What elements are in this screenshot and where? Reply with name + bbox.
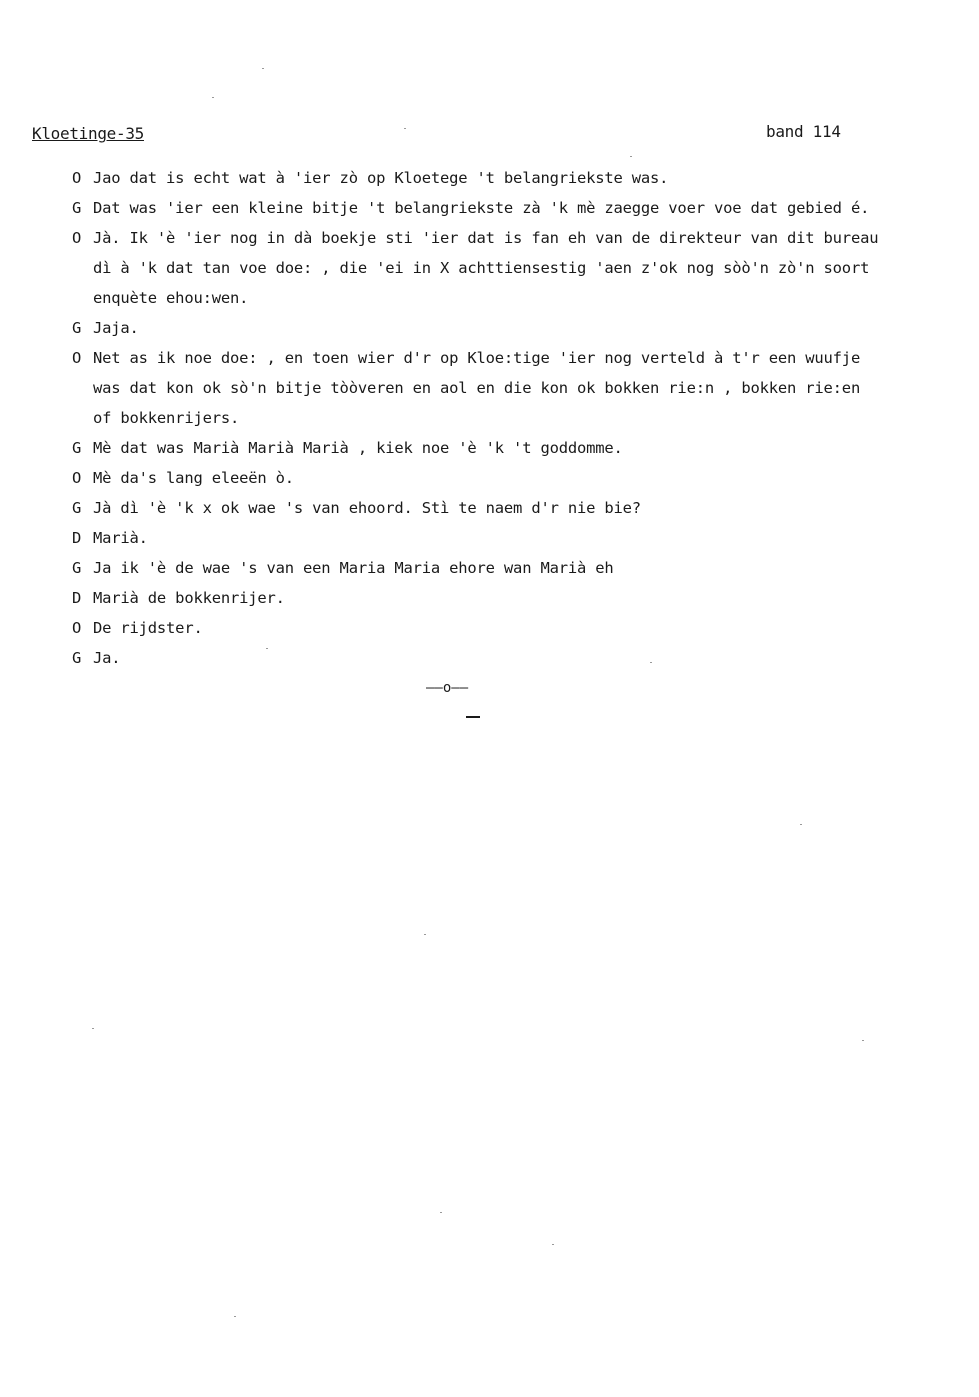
transcript-line	[72, 373, 972, 403]
speaker-label: O	[72, 169, 82, 187]
transcript-line	[72, 463, 972, 493]
transcript-line	[72, 553, 972, 583]
scan-speck	[262, 68, 264, 69]
transcript-line	[72, 313, 972, 343]
scan-speck	[552, 1244, 554, 1245]
speaker-label: G	[72, 319, 82, 337]
scan-speck	[234, 1316, 236, 1317]
transcript-line	[72, 253, 972, 283]
utterance-text: dì à 'k dat tan voe doe: , die 'ei in X achttiensestig 'aen z'ok nog sòò'n zò'n soort	[93, 259, 870, 277]
scan-speck	[212, 97, 214, 98]
transcript-line	[72, 583, 972, 613]
transcript-line	[72, 403, 972, 433]
utterance-text: Jà. Ik 'è 'ier nog in dà boekje sti 'ier dat is fan eh van de direkteur van dit bureau	[93, 229, 879, 247]
tape-number: band 114	[766, 122, 841, 141]
speaker-label: G	[72, 199, 82, 217]
utterance-text: Ja.	[93, 649, 121, 667]
utterance-text: Ja ik 'è de wae 's van een Maria Maria ehore wan Marià eh	[93, 559, 614, 577]
speaker-label: D	[72, 589, 82, 607]
speaker-label: G	[72, 559, 82, 577]
speaker-label: G	[72, 649, 82, 667]
utterance-text: Marià de bokkenrijer.	[93, 589, 285, 607]
utterance-text: Marià.	[93, 529, 148, 547]
scan-speck	[92, 1028, 94, 1029]
speaker-label: O	[72, 349, 82, 367]
scan-speck	[862, 1040, 864, 1041]
utterance-text: Jà dì 'è 'k x ok wae 's van ehoord. Stì te naem d'r nie bie?	[93, 499, 641, 517]
document-id: Kloetinge-35	[32, 124, 144, 143]
utterance-text: Mè dat was Marià Marià Marià , kiek noe 'è 'k 't goddomme.	[93, 439, 623, 457]
speaker-label: O	[72, 469, 82, 487]
transcript-line	[72, 643, 972, 673]
speaker-label: O	[72, 229, 82, 247]
scan-speck	[630, 156, 632, 157]
utterance-text: Jao dat is echt wat à 'ier zò op Kloetege 't belangriekste was.	[93, 169, 669, 187]
speaker-label: D	[72, 529, 82, 547]
transcript-line	[72, 613, 972, 643]
utterance-text: enquète ehou:wen.	[93, 289, 249, 307]
scan-speck	[404, 128, 406, 129]
scan-speck	[440, 1212, 442, 1213]
scan-speck	[266, 648, 268, 649]
separator-text: ——o——	[426, 680, 469, 696]
transcript-line	[72, 193, 972, 223]
speaker-label: G	[72, 439, 82, 457]
transcript-line	[72, 433, 972, 463]
scan-speck	[650, 662, 652, 663]
utterance-text: De rijdster.	[93, 619, 203, 637]
utterance-text: was dat kon ok sò'n bitje tòòveren en aol en die kon ok bokken rie:n , bokken rie:en	[93, 379, 861, 397]
utterance-text: Jaja.	[93, 319, 139, 337]
transcript-line	[72, 523, 972, 553]
scan-speck	[800, 824, 802, 825]
utterance-text: Mè da's lang eleeën ò.	[93, 469, 294, 487]
transcript-line	[72, 343, 972, 373]
speaker-label: O	[72, 619, 82, 637]
transcript-line	[72, 493, 972, 523]
separator-dash	[466, 716, 480, 718]
transcript	[72, 163, 972, 673]
transcript-line	[72, 283, 972, 313]
transcript-line	[72, 223, 972, 253]
speaker-label: G	[72, 499, 82, 517]
utterance-text: of bokkenrijers.	[93, 409, 240, 427]
utterance-text: Net as ik noe doe: , en toen wier d'r op Kloe:tige 'ier nog verteld à t'r een wuufje	[93, 349, 861, 367]
transcript-line	[72, 163, 972, 193]
scan-speck	[424, 934, 426, 935]
end-separator	[426, 680, 526, 696]
utterance-text: Dat was 'ier een kleine bitje 't belangriekste zà 'k mè zaegge voer voe dat gebied é.	[93, 199, 870, 217]
